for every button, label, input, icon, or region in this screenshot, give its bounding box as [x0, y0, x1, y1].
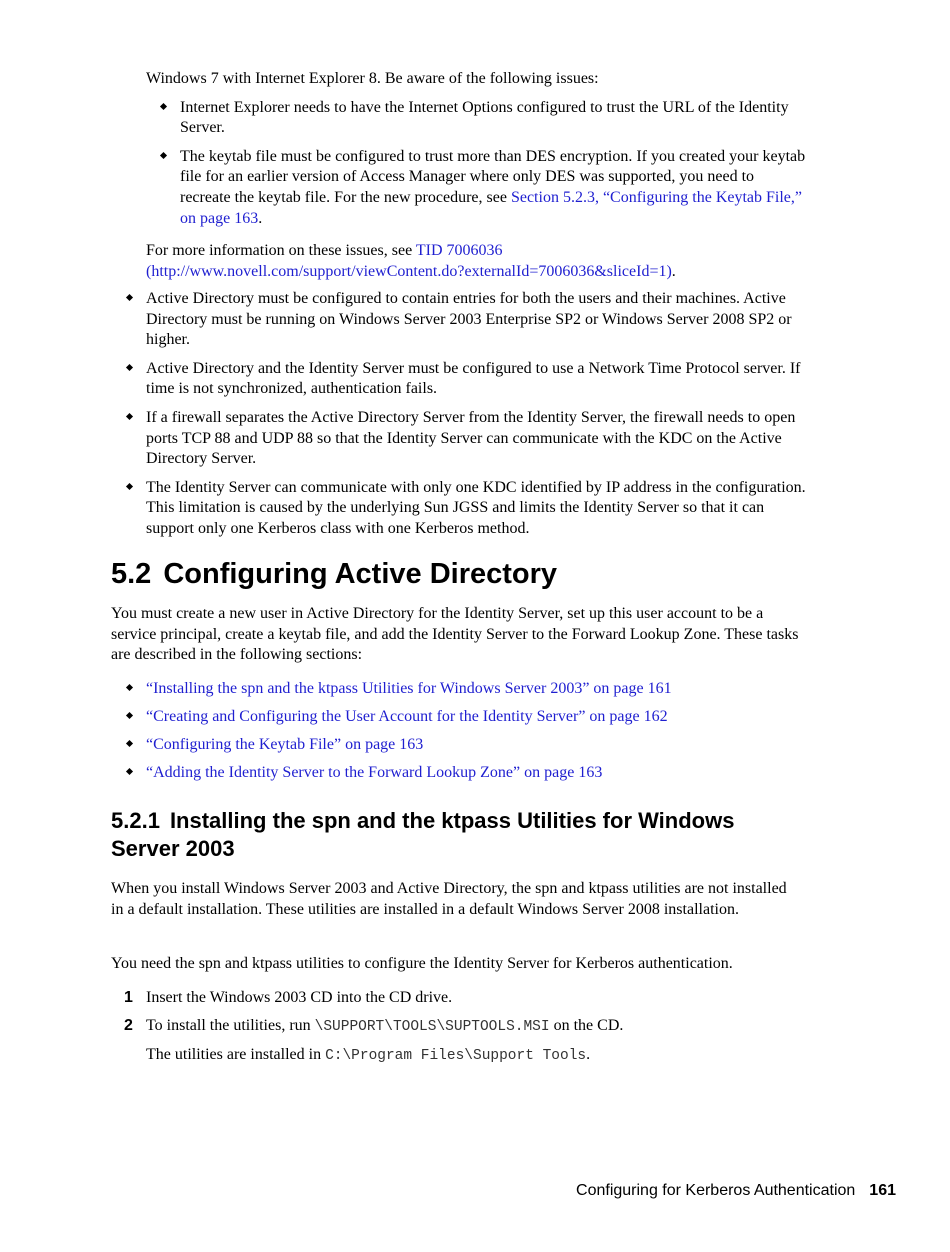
- link-configuring-keytab[interactable]: “Configuring the Keytab File” on page 163: [146, 735, 424, 753]
- step-number: 2: [124, 1016, 133, 1034]
- issues-list: [180, 98, 806, 230]
- diamond-bullet-icon: [126, 294, 133, 301]
- intro-block: [146, 69, 806, 290]
- list-item: Active Directory and the Identity Server must be configured to use a Network Time Protocol server. If time is not synchronized, authentication fails.: [146, 359, 806, 400]
- page-footer: [576, 1181, 896, 1201]
- diamond-bullet-icon: [160, 152, 167, 159]
- diamond-bullet-icon: [126, 768, 133, 775]
- subsection-heading: [111, 807, 801, 863]
- step-item: [124, 988, 806, 1009]
- link-forward-lookup-zone[interactable]: “Adding the Identity Server to the Forward Lookup Zone” on page 163: [146, 763, 603, 781]
- section-intro: You must create a new user in Active Directory for the Identity Server, set up this user account to be a service principal, create a keytab file, and add the Identity Server to the Forward Lookup Zone. These tasks are described in the following sections:: [111, 605, 799, 664]
- list-item: The keytab file must be configured to trust more than DES encryption. If you created your keytab file for an earlier version of Access Manager where only DES was supported, you need to recreate the keytab file. For the new procedure, see Section 5.2.3, “Configuring the Keytab File,” on page 163.: [180, 147, 806, 229]
- footer-chapter-title: Configuring for Kerberos Authentication: [576, 1182, 856, 1199]
- step-number: 1: [124, 989, 133, 1006]
- more-info-paragraph: For more information on these issues, see TID 7006036 (http://www.novell.com/support/viewContent.do?externalId=7006036&sliceId=1).: [146, 242, 676, 280]
- step-text: Insert the Windows 2003 CD into the CD drive.: [146, 989, 453, 1006]
- list-item: Internet Explorer needs to have the Internet Options configured to trust the URL of the Identity Server.: [180, 98, 806, 139]
- list-item: If a firewall separates the Active Directory Server from the Identity Server, the firewall needs to open ports TCP 88 and UDP 88 so that the Identity Server can communicate with the KDC on the Active Directory Server.: [146, 408, 806, 470]
- diamond-bullet-icon: [126, 740, 133, 747]
- list-item: [146, 735, 806, 756]
- step-item: 2 To install the utilities, run \SUPPORT\TOOLS\SUPTOOLS.MSI on the CD. The utilities are installed in C:\Program Files\Support Tools.: [146, 1016, 806, 1067]
- list-item: The Identity Server can communicate with only one KDC identified by IP address in the configuration. This limitation is caused by the underlying Sun JGSS and limits the Identity Server so that it can support only one Kerberos class with one Kerberos method.: [146, 478, 806, 540]
- steps-list: [124, 988, 806, 1074]
- link-creating-user-account[interactable]: “Creating and Configuring the User Account for the Identity Server” on page 162: [146, 707, 668, 725]
- code-path: C:\Program Files\Support Tools: [325, 1047, 587, 1064]
- requirements-list: [146, 289, 806, 548]
- keytab-section-link[interactable]: Section 5.2.3, “Configuring the Keytab File,” on page 163: [180, 188, 803, 227]
- diamond-bullet-icon: [160, 103, 167, 110]
- diamond-bullet-icon: [126, 483, 133, 490]
- diamond-bullet-icon: [126, 413, 133, 420]
- intro-lead: Windows 7 with Internet Explorer 8. Be aware of the following issues:: [146, 70, 599, 87]
- list-item: [146, 707, 806, 728]
- list-item: [146, 763, 806, 784]
- page-number: 161: [869, 1182, 896, 1199]
- list-item: [146, 679, 806, 700]
- subsection-number: 5.2.1: [111, 808, 160, 833]
- link-installing-utilities[interactable]: “Installing the spn and the ktpass Utilities for Windows Server 2003” on page 161: [146, 680, 672, 697]
- section-heading: [111, 556, 557, 592]
- list-item: Active Directory must be configured to contain entries for both the users and their machines. Active Directory must be running on Windows Server 2003 Enterprise SP2 or Windows Server 2008 SP2 or higher.: [146, 289, 806, 351]
- diamond-bullet-icon: [126, 712, 133, 719]
- tid-link[interactable]: TID 7006036 (http://www.novell.com/support/viewContent.do?externalId=7006036&sliceId=1): [146, 242, 672, 280]
- section-title: Configuring Active Directory: [163, 558, 558, 590]
- subsection-paragraph-1: When you install Windows Server 2003 and Active Directory, the spn and ktpass utilities are not installed in a default installation. These utilities are installed in a default Windows Server 2008 installation.: [111, 880, 787, 918]
- diamond-bullet-icon: [126, 364, 133, 371]
- subsection-title: Installing the spn and the ktpass Utilities for Windows Server 2003: [111, 808, 735, 861]
- section-number: 5.2: [111, 558, 152, 590]
- step-note: The utilities are installed in C:\Program Files\Support Tools.: [146, 1045, 591, 1064]
- diamond-bullet-icon: [126, 684, 133, 691]
- code-path: \SUPPORT\TOOLS\SUPTOOLS.MSI: [314, 1018, 550, 1035]
- subsection-paragraph-2: You need the spn and ktpass utilities to configure the Identity Server for Kerberos authentication.: [111, 955, 733, 972]
- section-links-list: [146, 679, 806, 791]
